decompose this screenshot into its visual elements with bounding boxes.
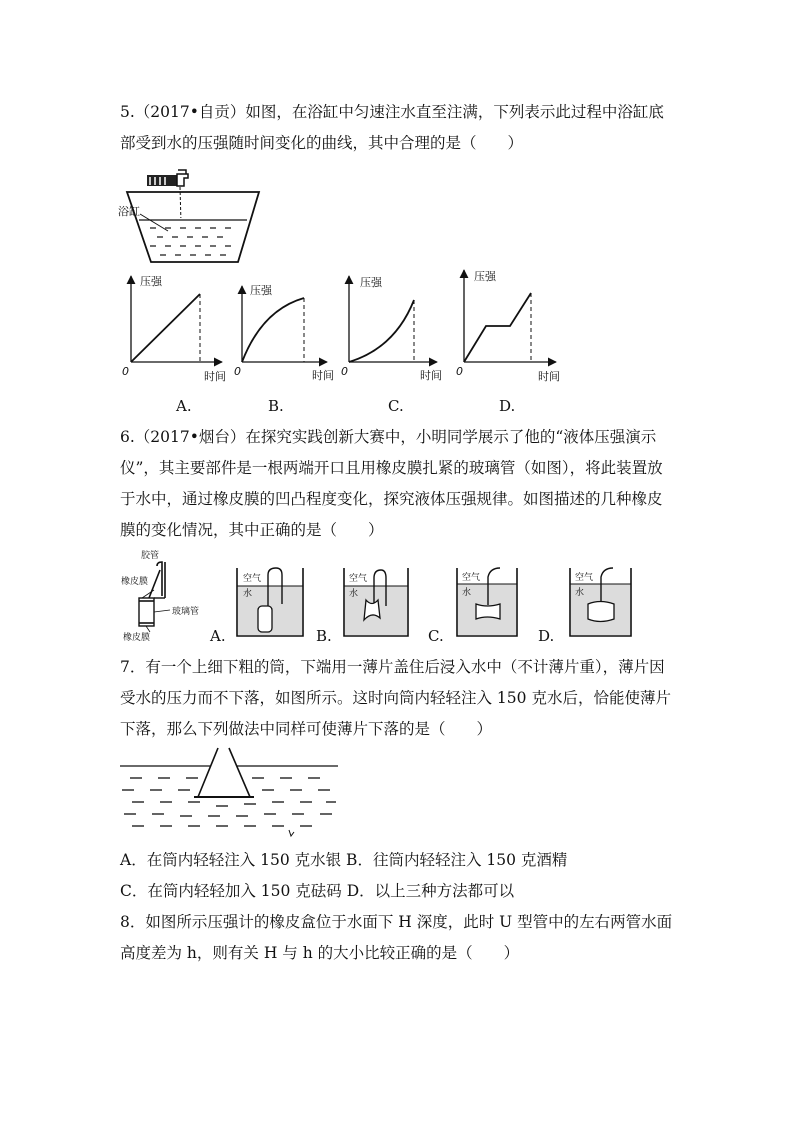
graph-d-xlabel: 时间: [538, 370, 560, 383]
graph-b-xlabel: 时间: [312, 369, 334, 382]
graph-a-xlabel: 时间: [204, 370, 226, 383]
q7-choices-cd: C．在筒内轻轻加入 150 克砝码 D．以上三种方法都可以: [120, 882, 515, 900]
q6-text-line2: 仪”，其主要部件是一根两端开口且用橡皮膜扎紧的玻璃管（如图），将此装置放: [120, 459, 663, 477]
q7-choices-ab: A．在筒内轻轻注入 150 克水银 B．往筒内轻轻注入 150 克酒精: [120, 851, 568, 869]
q5-option-d: D.: [499, 397, 516, 415]
graph-b-ylabel: 压强: [250, 284, 272, 297]
graph-b-origin: 0: [234, 365, 241, 378]
q6-option-d: D.: [538, 627, 555, 645]
q6-text-line1: 6.（2017•烟台）在探究实践创新大赛中，小明同学展示了他的“液体压强演示: [120, 428, 657, 446]
graph-c-xlabel: 时间: [420, 369, 442, 382]
q5-option-c: C.: [388, 397, 404, 415]
beaker-c-water-label: 水: [462, 588, 472, 598]
q8-text-line1: 8．如图所示压强计的橡皮盒位于水面下 H 深度，此时 U 型管中的左右两管水面: [120, 913, 673, 931]
beaker-d-water-label: 水: [575, 588, 585, 598]
q6-text-line4: 膜的变化情况，其中正确的是（ ）: [120, 521, 384, 539]
q7-text-line3: 下落，那么下列做法中同样可使薄片下落的是（ ）: [120, 720, 493, 738]
q6-text-line3: 于水中，通过橡皮膜的凹凸程度变化，探究液体压强规律。如图描述的几种橡皮: [120, 490, 663, 508]
q7-text-line2: 受水的压力而不下落，如图所示。这时向筒内轻轻注入 150 克水后，恰能使薄片: [120, 689, 671, 707]
q6-option-c: C.: [428, 627, 444, 645]
beaker-b-water-label: 水: [349, 589, 359, 599]
q6-option-a: A.: [210, 627, 226, 645]
q5-text-line1: 5.（2017•自贡）如图，在浴缸中匀速注水直至注满，下列表示此过程中浴缸底: [120, 103, 664, 121]
label-hose: 胶管: [141, 551, 160, 561]
beaker-b-air-label: 空气: [349, 574, 368, 584]
graph-d-origin: 0: [456, 365, 463, 378]
graph-c-ylabel: 压强: [360, 276, 382, 289]
q5-option-b: B.: [268, 397, 284, 415]
graph-a-origin: 0: [122, 365, 129, 378]
graph-a-ylabel: 压强: [140, 275, 162, 288]
graph-d-ylabel: 压强: [474, 270, 496, 283]
q6-option-b: B.: [316, 627, 332, 645]
tub-label: 浴缸: [118, 205, 140, 218]
label-membrane-bottom: 橡皮膜: [123, 633, 151, 643]
label-membrane-top: 橡皮膜: [121, 577, 149, 587]
beaker-d-air-label: 空气: [575, 573, 594, 583]
q8-text-line2: 高度差为 h，则有关 H 与 h 的大小比较正确的是（ ）: [120, 944, 520, 962]
beaker-a-air-label: 空气: [243, 574, 262, 584]
beaker-a-water-label: 水: [243, 589, 253, 599]
q5-option-a: A.: [176, 397, 192, 415]
q5-text-line2: 部受到水的压强随时间变化的曲线，其中合理的是（ ）: [120, 134, 524, 152]
beaker-c-air-label: 空气: [462, 573, 481, 583]
q7-text-line1: 7．有一个上细下粗的筒，下端用一薄片盖住后浸入水中（不计薄片重），薄片因: [120, 658, 665, 676]
graph-c-origin: 0: [341, 365, 348, 378]
label-glass-tube: 玻璃管: [172, 607, 200, 617]
